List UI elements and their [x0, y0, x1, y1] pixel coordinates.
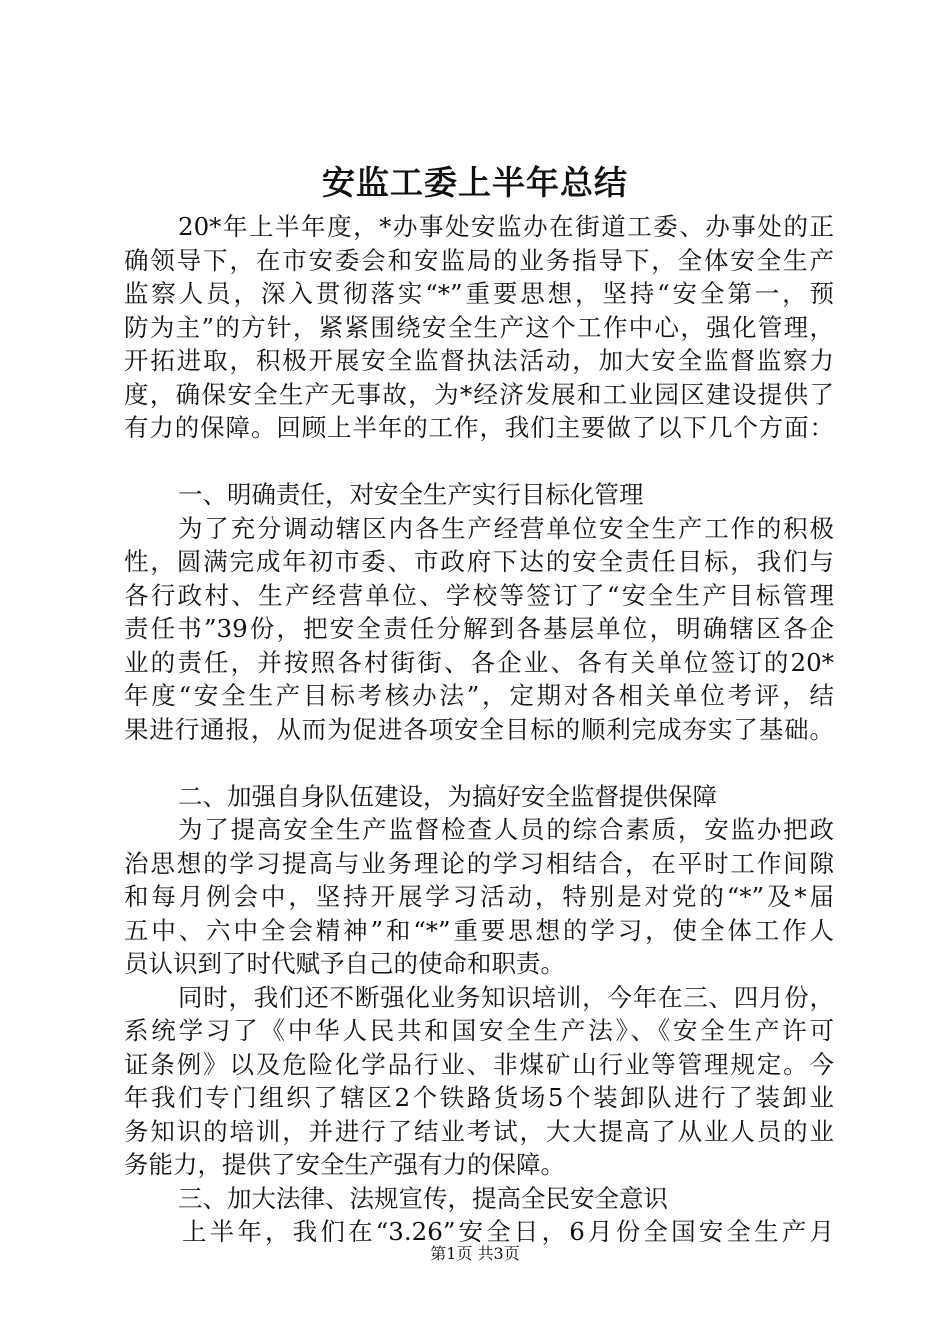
paragraph-line: 务能力，提供了安全生产强有力的保障。: [124, 1150, 565, 1179]
paragraph-line: 责任书”39份，把安全责任分解到各基层单位，明确辖区各企: [124, 614, 834, 643]
paragraph-line: 度，确保安全生产无事故，为*经济发展和工业园区建设提供了: [124, 379, 834, 409]
paragraph-line: 上半年，我们在“3.26”安全日，6月份全国安全生产月: [182, 1217, 834, 1246]
paragraph-line: 业的责任，并按照各村街街、各企业、各有关单位签订的20*: [124, 647, 834, 677]
section-heading: 三、加大法律、法规宣传，提高全民安全意识: [178, 1183, 668, 1213]
paragraph-line: 年度“安全生产目标考核办法”，定期对各相关单位考评，结: [124, 681, 834, 710]
paragraph-line: 年我们专门组织了辖区2个铁路货场5个装卸队进行了装卸业: [124, 1083, 834, 1112]
paragraph-line: 各行政村、生产经营单位、学校等签订了“安全生产目标管理: [124, 580, 834, 610]
paragraph-line: 五中、六中全会精神”和“*”重要思想的学习，使全体工作人: [124, 915, 834, 945]
paragraph-line: 务知识的培训，并进行了结业考试，大大提高了从业人员的业: [124, 1116, 834, 1146]
paragraph-line: 防为主”的方针，紧紧围绕安全生产这个工作中心，强化管理，: [124, 312, 834, 342]
paragraph-line: 为了充分调动辖区内各生产经营单位安全生产工作的积极: [178, 513, 834, 543]
paragraph-line: 性，圆满完成年初市委、市政府下达的安全责任目标，我们与: [124, 547, 834, 576]
paragraph-line: 员认识到了时代赋予自己的使命和职责。: [124, 949, 565, 978]
paragraph-line: 开拓进取，积极开展安全监督执法活动，加大安全监督监察力: [124, 346, 834, 375]
paragraph-line: 证条例》以及危险化学品行业、非煤矿山行业等管理规定。今: [124, 1049, 834, 1079]
page-footer: 第1页 共3页: [430, 1244, 520, 1263]
paragraph-line: 系统学习了《中华人民共和国安全生产法》、《安全生产许可: [124, 1016, 834, 1045]
paragraph-line: 果进行通报，从而为促进各项安全目标的顺利完成夯实了基础。: [124, 714, 834, 744]
paragraph-line: 为了提高安全生产监督检查人员的综合素质，安监办把政: [178, 815, 834, 844]
paragraph-line: 有力的保障。回顾上半年的工作，我们主要做了以下几个方面：: [124, 413, 834, 442]
paragraph-gap: [124, 445, 834, 479]
paragraph-line: 监察人员，深入贯彻落实“*”重要思想，坚持“安全第一，预: [124, 279, 834, 308]
paragraph-gap: [124, 746, 834, 780]
paragraph-line: 同时，我们还不断强化业务知识培训，今年在三、四月份，: [178, 982, 834, 1012]
paragraph-line: 20*年上半年度，*办事处安监办在街道工委、办事处的正: [178, 212, 834, 241]
section-heading: 二、加强自身队伍建设，为搞好安全监督提供保障: [178, 781, 717, 811]
section-heading: 一、明确责任，对安全生产实行目标化管理: [178, 480, 644, 509]
paragraph-line: 确领导下，在市安委会和安监局的业务指导下，全体安全生产: [124, 245, 834, 275]
document-title: 安监工委上半年总结: [322, 163, 628, 202]
paragraph-line: 和每月例会中，坚持开展学习活动，特别是对党的“*”及*届: [124, 882, 834, 911]
paragraph-line: 治思想的学习提高与业务理论的学习相结合，在平时工作间隙: [124, 848, 834, 878]
document-body: [124, 210, 834, 1249]
